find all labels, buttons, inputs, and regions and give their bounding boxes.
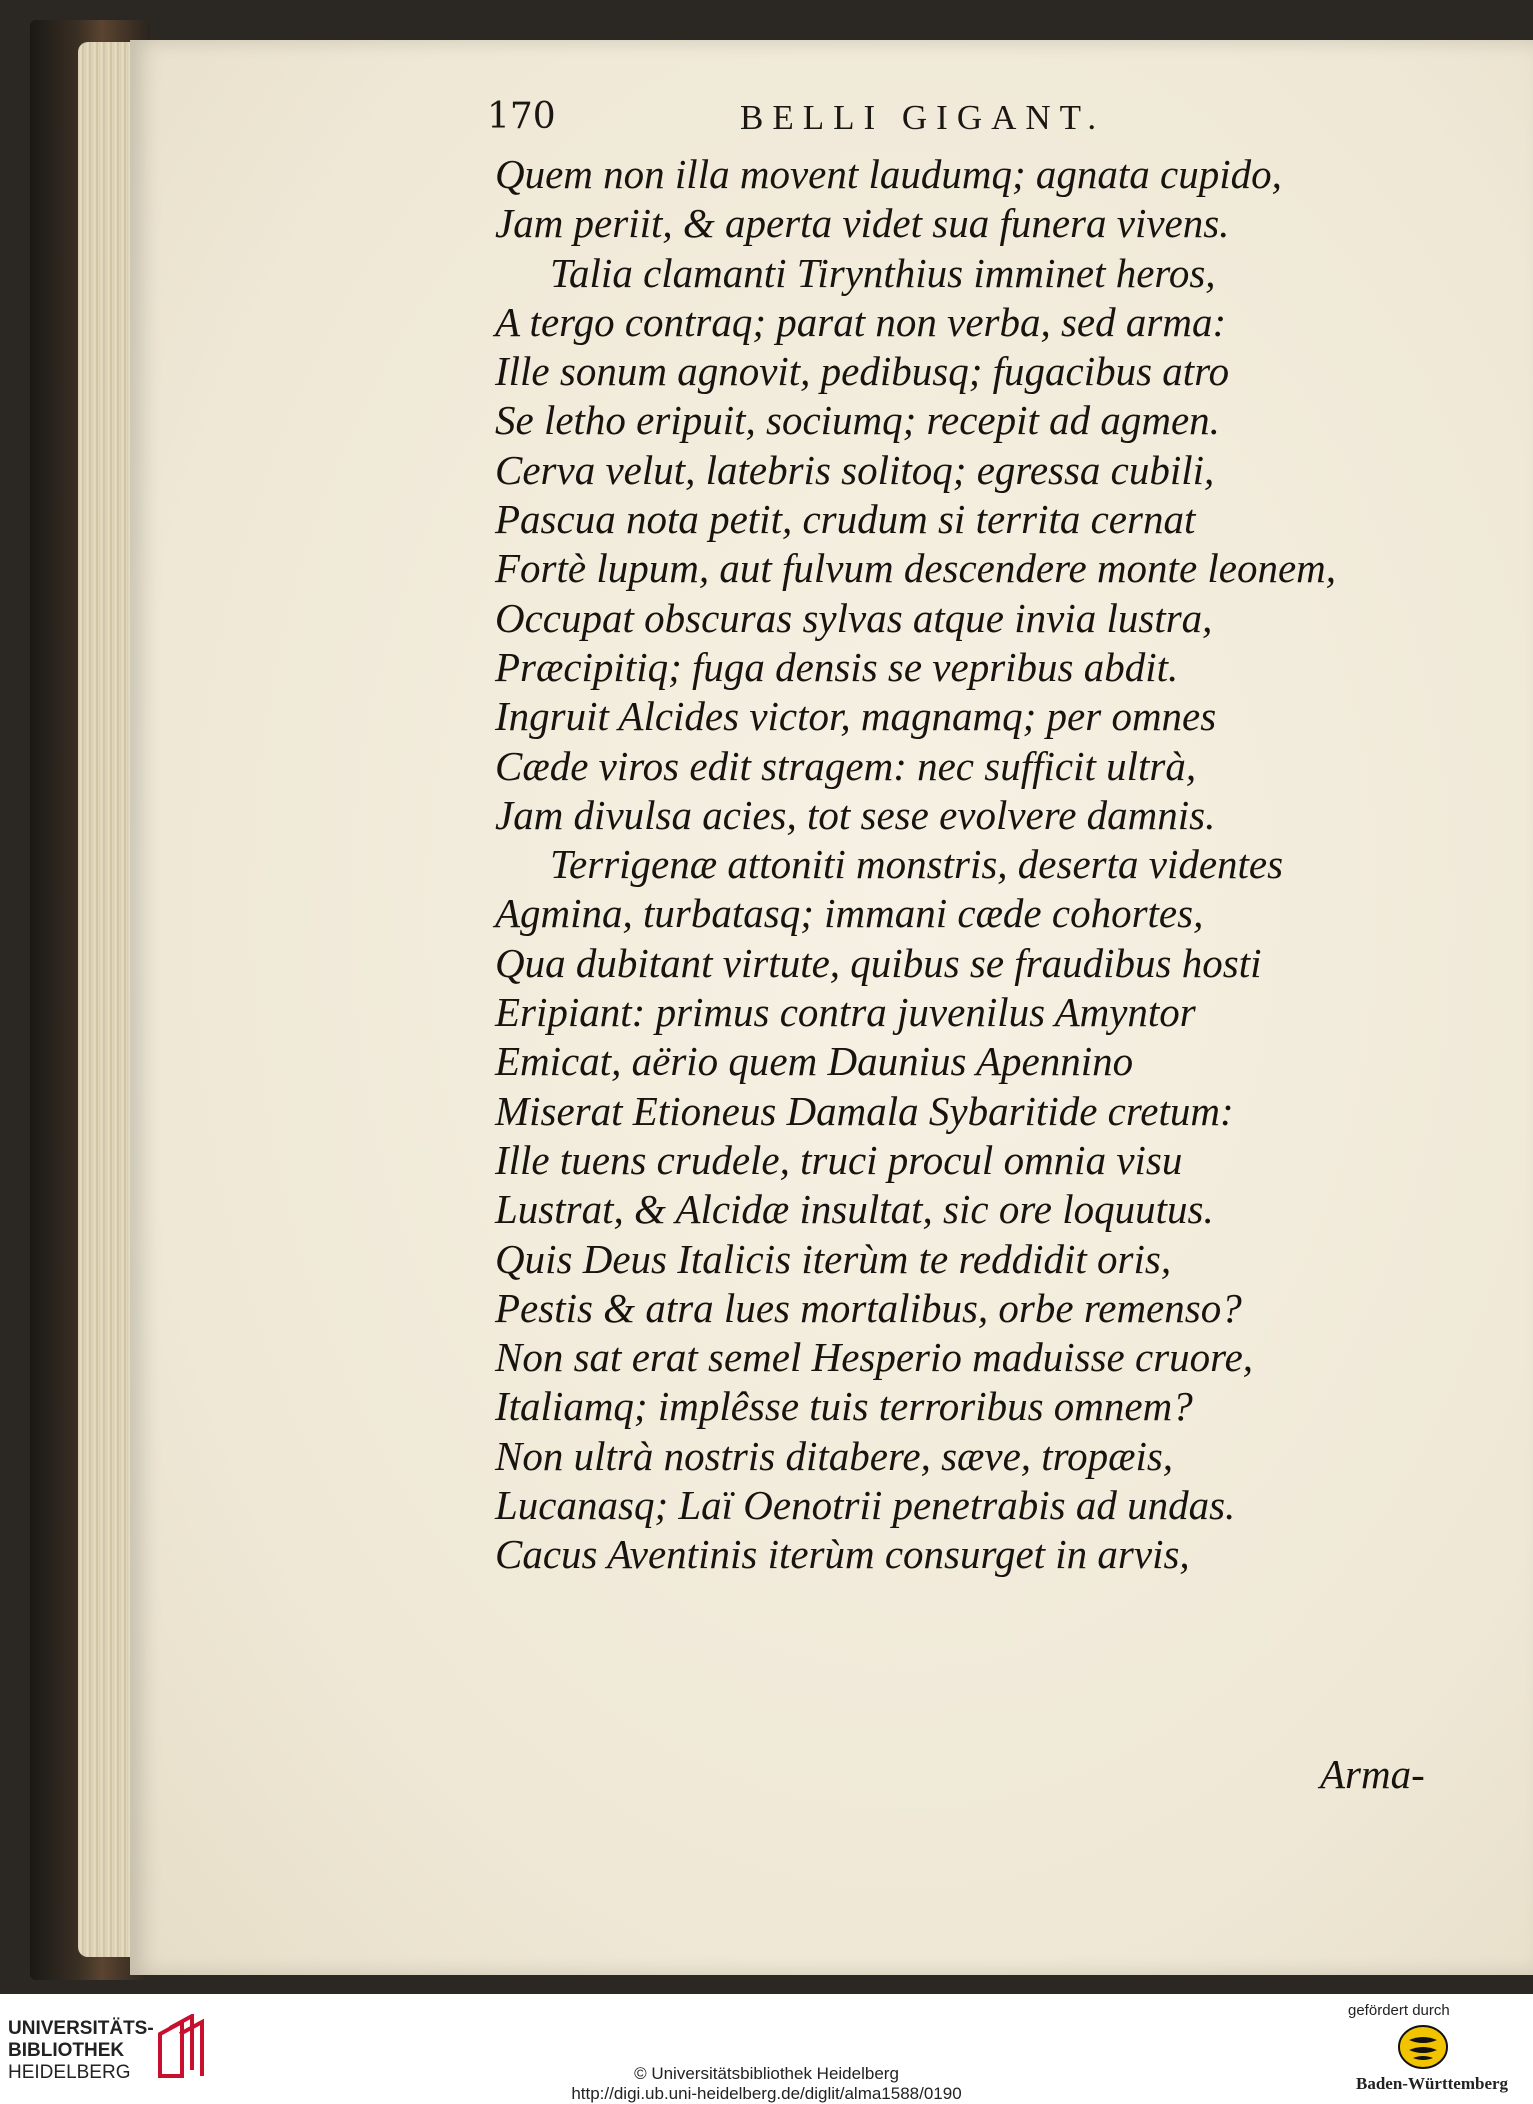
verse-text	[495, 150, 1375, 1580]
verse-line: Fortè lupum, aut fulvum descendere monte leonem,	[495, 545, 1337, 592]
verse-line: Ille sonum agnovit, pedibusq; fugacibus atro	[495, 348, 1230, 395]
verse-line: Cerva velut, latebris solitoq; egressa cubili,	[495, 446, 1215, 493]
coat-of-arms-icon	[1397, 2024, 1449, 2070]
verse-line: Lustrat, & Alcidæ insultat, sic ore loquutus.	[495, 1186, 1214, 1233]
verse-line: Lucanasq; Laï Oenotrii penetrabis ad undas.	[495, 1482, 1236, 1529]
verse-line: A tergo contraq; parat non verba, sed arma:	[495, 298, 1227, 345]
library-name-line: BIBLIOTHEK	[8, 2040, 125, 2061]
verse-line: Præcipitiq; fuga densis se vepribus abdit.	[495, 643, 1179, 690]
verse-line: Quis Deus Italicis iterùm te reddidit oris,	[495, 1235, 1172, 1282]
copyright-block	[0, 2064, 1533, 2104]
verse-line: Ingruit Alcides victor, magnamq; per omnes	[495, 693, 1217, 740]
verse-line: Qua dubitant virtute, quibus se fraudibus hosti	[495, 939, 1262, 986]
verse-line: Cæde viros edit stragem: nec sufficit ultrà,	[495, 742, 1197, 789]
verse-line: Jam divulsa acies, tot sese evolvere damnis.	[495, 791, 1216, 838]
verse-line: Ille tuens crudele, truci procul omnia visu	[495, 1136, 1183, 1183]
verse-line: Pestis & atra lues mortalibus, orbe remenso?	[495, 1284, 1242, 1331]
running-head: BELLI GIGANT.	[740, 98, 1106, 137]
library-name-line: UNIVERSITÄTS-	[8, 2018, 154, 2039]
verse-line: Emicat, aërio quem Daunius Apennino	[495, 1038, 1134, 1085]
verse-line: Jam periit, & aperta videt sua funera vivens.	[495, 200, 1230, 247]
page-number: 170	[487, 96, 556, 137]
verse-line: Agmina, turbatasq; immani cæde cohortes,	[495, 890, 1204, 937]
copyright-text: © Universitätsbibliothek Heidelberg	[634, 2064, 899, 2083]
verse-line: Italiamq; implêsse tuis terroribus omnem?	[495, 1383, 1193, 1430]
sponsor-label: gefördert durch	[1348, 2002, 1450, 2019]
footer	[0, 1994, 1533, 2104]
catchword: Arma-	[1320, 1751, 1425, 1797]
verse-line: Miserat Etioneus Damala Sybaritide cretum:	[495, 1087, 1234, 1134]
verse-line: Terrigenæ attoniti monstris, deserta videntes	[550, 841, 1284, 888]
verse-line: Non ultrà nostris ditabere, sæve, tropæis,	[495, 1432, 1174, 1479]
verse-line: Talia clamanti Tirynthius imminet heros,	[550, 249, 1216, 296]
verse-line: Quem non illa movent laudumq; agnata cupido,	[495, 151, 1282, 197]
verse-line: Se letho eripuit, sociumq; recepit ad agmen.	[495, 397, 1220, 444]
verse-line: Occupat obscuras sylvas atque invia lustra,	[495, 594, 1213, 641]
permalink-url[interactable]: http://digi.ub.uni-heidelberg.de/diglit/alma1588/0190	[571, 2084, 962, 2103]
library-name-line: HEIDELBERG	[8, 2062, 131, 2083]
verse-line: Eripiant: primus contra juvenilus Amyntor	[495, 989, 1196, 1036]
sponsor-name: Baden-Württemberg	[1356, 2074, 1509, 2093]
verse-line: Pascua nota petit, crudum si territa cernat	[495, 496, 1196, 543]
verse-line: Cacus Aventinis iterùm consurget in arvis,	[495, 1531, 1190, 1578]
page-header	[487, 96, 1187, 146]
verse-line: Non sat erat semel Hesperio maduisse cruore,	[495, 1334, 1254, 1381]
